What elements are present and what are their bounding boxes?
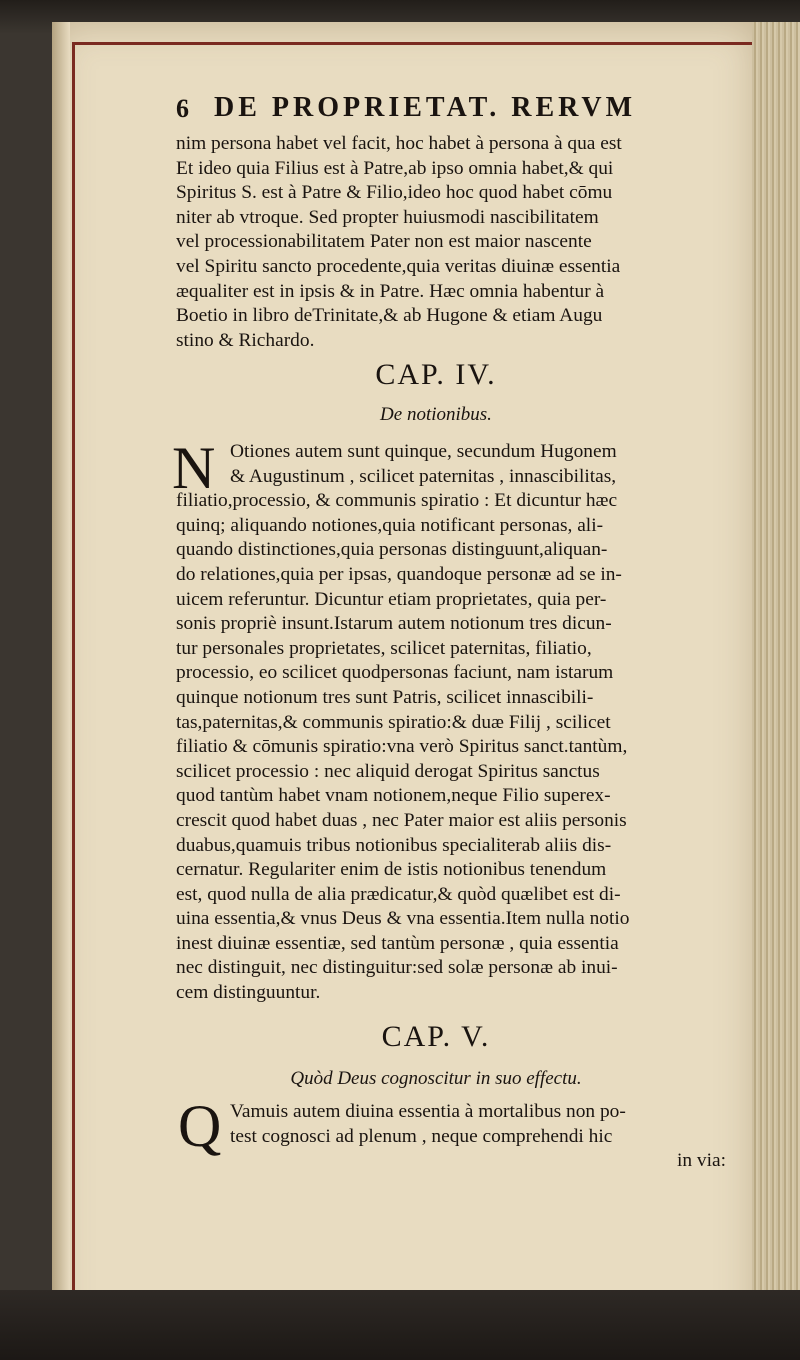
- text-line: tur personales proprietates, scilicet paternitas, filiatio,: [176, 637, 592, 659]
- text-line: cem distinguuntur.: [176, 982, 321, 1004]
- text-line: nec distinguit, nec distinguitur:sed solæ personæ ab inui-: [176, 957, 618, 979]
- text-line: tas,paternitas,& communis spiratio:& duæ Filij , scilicet: [176, 711, 611, 733]
- text-line: filiatio & cōmunis spiratio:vna verò Spiritus sanct.tantùm,: [176, 736, 628, 758]
- chapter-5-title: CAP. V.: [381, 1020, 491, 1053]
- text-line: inest diuinæ essentiæ, sed tantùm personæ , quia essentia: [176, 932, 619, 954]
- chapter-4-body: [176, 440, 756, 1006]
- text-line: quinque notionum tres sunt Patris, scilicet innascibili-: [176, 686, 594, 708]
- folio-number: 6: [176, 94, 189, 123]
- text-line: quinq; aliquando notiones,quia notificant personas, ali-: [176, 514, 604, 536]
- text-line: & Augustinum , scilicet paternitas , innascibilitas,: [230, 465, 617, 487]
- text-line: est, quod nulla de alia prædicatur,& quòd quælibet est di-: [176, 883, 621, 905]
- text-line: scilicet processio : nec aliquid derogat Spiritus sanctus: [176, 760, 600, 782]
- text-line: duabus,quamuis tribus notionibus specialiterab aliis dis-: [176, 834, 612, 856]
- text-line: filiatio,processio, & communis spiratio : Et dicuntur hæc: [176, 490, 618, 512]
- text-line: processio, eo scilicet quodpersonas faciunt, nam istarum: [176, 662, 614, 684]
- text-line: Boetio in libro deTrinitate,& ab Hugone & etiam Augu: [176, 305, 603, 327]
- page-gutter: [52, 22, 70, 1360]
- text-line: Otiones autem sunt quinque, secundum Hugonem: [230, 441, 617, 462]
- text-line: nim persona habet vel facit, hoc habet à persona à qua est: [176, 133, 622, 154]
- running-head: DE PROPRIETAT. RERVM: [214, 92, 637, 123]
- text-line: crescit quod habet duas , nec Pater maior est aliis personis: [176, 809, 627, 831]
- text-line: æqualiter est in ipsis & in Patre. Hæc omnia habentur à: [176, 280, 605, 302]
- chapter-4-title: CAP. IV.: [375, 358, 497, 391]
- bottom-shadow: [0, 1290, 800, 1360]
- text-line: quod tantùm habet vnam notionem,neque Filio superex-: [176, 785, 611, 807]
- text-line: Spiritus S. est à Patre & Filio,ideo hoc quod habet cōmu: [176, 182, 613, 204]
- paragraph-continuation: [176, 132, 756, 353]
- page-header: [176, 92, 736, 126]
- text-line: niter ab vtroque. Sed propter huiusmodi nascibilitatem: [176, 206, 599, 228]
- chapter-4-dropcap: N: [172, 435, 216, 501]
- text-line: stino & Richardo.: [176, 329, 315, 351]
- text-line: uicem referuntur. Dicuntur etiam proprietates, quia per-: [176, 588, 607, 610]
- text-line: in via:: [676, 1150, 726, 1172]
- text-line: cernatur. Regulariter enim de istis notionibus tenendum: [176, 859, 607, 881]
- text-line: Vamuis autem diuina essentia à mortalibus non po-: [230, 1101, 626, 1122]
- page-fore-edge: [752, 22, 800, 1360]
- text-line: uina essentia,& vnus Deus & vna essentia.Item nulla notio: [176, 908, 630, 930]
- text-line: vel Spiritu sancto procedente,quia veritas diuinæ essentia: [176, 255, 621, 277]
- text-line: sonis propriè insunt.Istarum autem notionum tres dicun-: [176, 613, 612, 635]
- chapter-5-dropcap: Q: [178, 1093, 222, 1159]
- text-line: Et ideo quia Filius est à Patre,ab ipso omnia habet,& qui: [176, 157, 614, 179]
- chapter-5-body: [176, 1100, 756, 1174]
- text-line: vel processionabilitatem Pater non est maior nascente: [176, 231, 592, 253]
- text-line: test cognosci ad plenum , neque comprehendi hic: [230, 1125, 613, 1147]
- chapter-4-subtitle: De notionibus.: [380, 404, 492, 425]
- chapter-5-subtitle: Quòd Deus cognoscitur in suo effectu.: [290, 1068, 582, 1089]
- text-line: do relationes,quia per ipsas, quandoque personæ ad se in-: [176, 563, 622, 585]
- text-line: quando distinctiones,quia personas distinguunt,aliquan-: [176, 539, 608, 561]
